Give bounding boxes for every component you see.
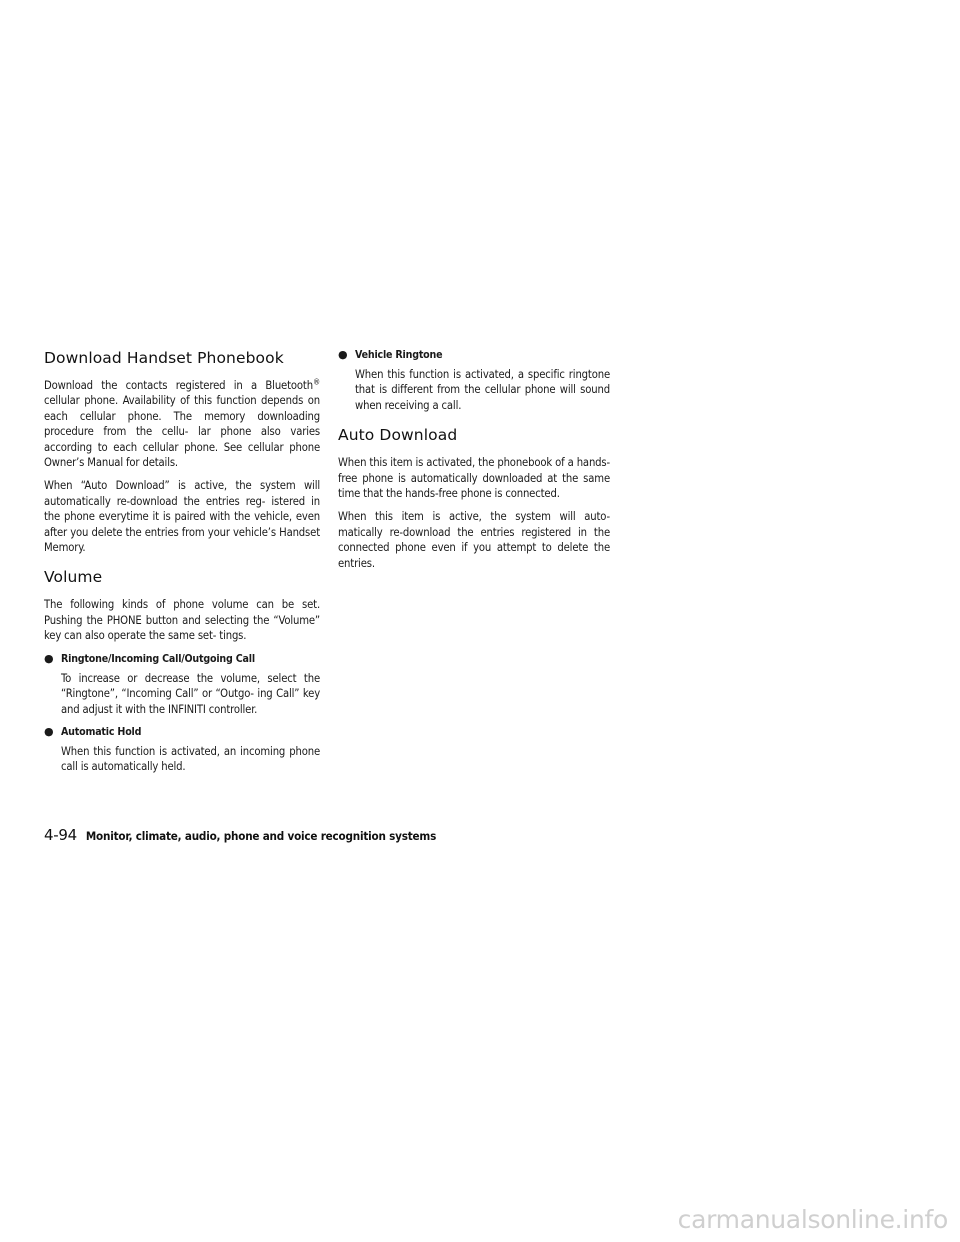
download-phonebook-heading: Download Handset Phonebook	[44, 349, 284, 367]
page-number: 4-94	[44, 826, 77, 844]
bullet-title: Ringtone/Incoming Call/Outgoing Call	[61, 652, 255, 665]
auto-download-paragraph-1: When this item is activated, the phonebook of a hands-free phone is automatically downloaded at the same time that the hands-free phone is connected.	[338, 456, 610, 501]
chapter-title: Monitor, climate, audio, phone and voice recognition systems	[85, 829, 437, 843]
download-paragraph-start: Download the contacts registered in a Bluetooth	[44, 379, 313, 392]
page-footer	[44, 826, 436, 844]
auto-download-heading: Auto Download	[338, 426, 458, 445]
download-paragraph-end: cellular phone. Availability of this function depends on each cellular phone. The memory downloading procedure from the cellu- lar phone also varies according to each cellular phone. See cellular phone Owner’s Manual for details.	[44, 394, 320, 470]
bullet-body: When this function is activated, a specific ringtone that is different from the cellular phone will sound when receiving a call.	[355, 368, 610, 412]
bullet-item-automatic-hold	[44, 725, 320, 738]
right-column	[338, 348, 610, 579]
auto-download-note-paragraph: When “Auto Download” is active, the system will automatically re-download the entries reg- istered in the phone everytime it is paired with the vehicle, even after you delete the entries from your vehicle’s Handset Memory.	[44, 479, 320, 555]
bullet-icon: ●	[44, 724, 54, 738]
bullet-icon: ●	[44, 651, 54, 665]
bullet-body: When this function is activated, an incoming phone call is automatically held.	[61, 744, 320, 774]
registered-mark: ®	[312, 377, 320, 387]
bullet-body: To increase or decrease the volume, select the “Ringtone”, “Incoming Call” or “Outgo- ing Call” key and adjust it with the INFINITI controller.	[61, 671, 320, 716]
watermark: carmanualsonline.info	[677, 1205, 948, 1234]
bullet-title: Vehicle Ringtone	[355, 349, 443, 361]
left-column	[44, 348, 320, 783]
bullet-item-ringtone-calls	[44, 652, 320, 665]
bullet-icon: ●	[338, 348, 348, 361]
download-phonebook-paragraph	[44, 378, 320, 470]
auto-download-paragraph-2: When this item is active, the system will auto- matically re-download the entries registered in the connected phone even if you attempt to delete the entries.	[338, 510, 610, 570]
bullet-title: Automatic Hold	[61, 725, 142, 738]
volume-intro-paragraph: The following kinds of phone volume can be set. Pushing the PHONE button and selecting the “Volume” key can also operate the same set- tings.	[44, 598, 320, 643]
volume-heading: Volume	[44, 568, 103, 587]
bullet-item-vehicle-ringtone	[338, 348, 610, 361]
